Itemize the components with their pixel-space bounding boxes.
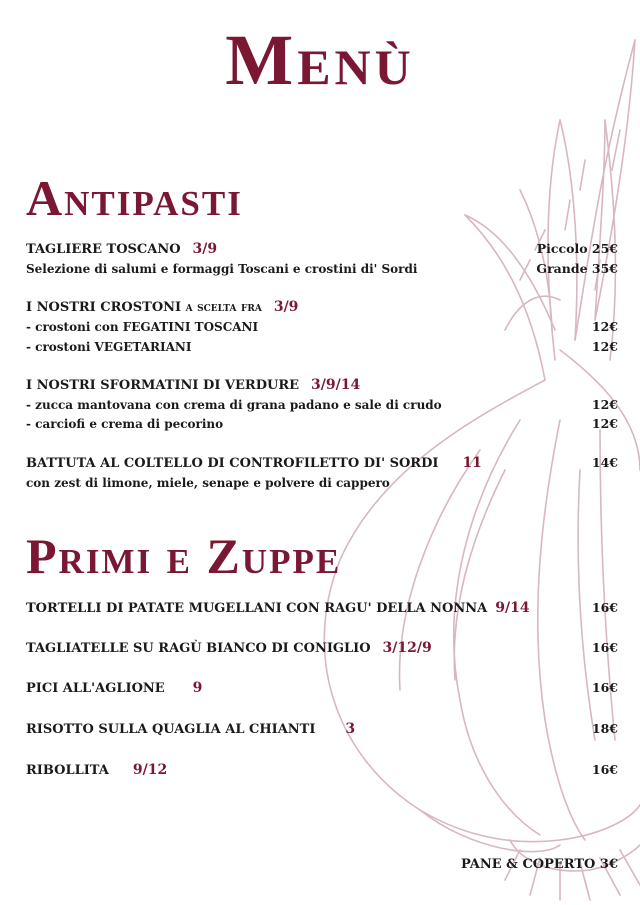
dish-price: 16€ xyxy=(591,640,618,655)
dish-name: TAGLIATELLE SU RAGÙ BIANCO DI CONIGLIO xyxy=(26,641,371,656)
crostoni-row xyxy=(26,298,618,316)
sformatini-row xyxy=(26,376,618,394)
option-price: 12€ xyxy=(591,397,618,412)
dish-price: 16€ xyxy=(591,762,618,777)
allergen-codes: 9/12 xyxy=(132,762,168,778)
menu-title: Menù xyxy=(225,20,415,100)
dish-name: BATTUTA AL COLTELLO DI CONTROFILETTO DI' SORDI xyxy=(26,456,439,471)
section-title-antipasti: Antipasti xyxy=(26,170,243,226)
allergen-codes: 11 xyxy=(462,455,482,471)
dish-name: RIBOLLITA xyxy=(26,763,109,778)
price-large: Grande 35€ xyxy=(536,261,618,276)
allergen-codes: 3/12/9 xyxy=(382,640,432,656)
dish-price: 16€ xyxy=(591,600,618,615)
option-label: - crostoni VEGETARIANI xyxy=(26,340,192,354)
tagliere-row xyxy=(26,240,618,258)
allergen-codes: 9 xyxy=(192,680,203,696)
dish-name: I NOSTRI CROSTONI a scelta fra xyxy=(26,300,262,315)
crostoni-option xyxy=(26,318,618,336)
battuta-row xyxy=(26,454,618,472)
dish-name: TAGLIERE TOSCANO xyxy=(26,242,181,257)
price-small: Piccolo 25€ xyxy=(536,241,618,256)
crostoni-option xyxy=(26,338,618,356)
allergen-codes: 3 xyxy=(345,721,356,737)
primi-item xyxy=(26,599,618,617)
option-price: 12€ xyxy=(591,339,618,354)
battuta-desc-row xyxy=(26,474,618,492)
tagliere-desc-row xyxy=(26,260,618,278)
dish-name: RISOTTO SULLA QUAGLIA AL CHIANTI xyxy=(26,722,316,737)
dish-price: 16€ xyxy=(591,680,618,695)
allergen-codes: 3/9 xyxy=(273,299,299,315)
allergen-codes: 9/14 xyxy=(495,600,530,616)
section-title-primi: Primi e Zuppe xyxy=(26,528,342,584)
dish-price: 18€ xyxy=(591,721,618,736)
primi-item xyxy=(26,679,618,697)
bread-cover-charge: PANE & COPERTO 3€ xyxy=(460,857,618,872)
dish-price: 14€ xyxy=(591,455,618,470)
sformatini-option xyxy=(26,396,618,414)
dish-description: con zest di limone, miele, senape e polvere di cappero xyxy=(26,476,390,490)
primi-item xyxy=(26,639,618,657)
option-price: 12€ xyxy=(591,416,618,431)
dish-name: TORTELLI DI PATATE MUGELLANI CON RAGU' DELLA NONNA xyxy=(26,601,488,616)
option-label: - carciofi e crema di pecorino xyxy=(26,417,224,431)
allergen-codes: 3/9/14 xyxy=(311,377,361,393)
primi-item xyxy=(26,761,618,779)
dish-name: PICI ALL'AGLIONE xyxy=(26,681,165,696)
option-label: - zucca mantovana con crema di grana padano e sale di crudo xyxy=(26,398,442,412)
sformatini-option xyxy=(26,415,618,433)
dish-name: I NOSTRI SFORMATINI DI VERDURE xyxy=(26,378,300,393)
dish-description: Selezione di salumi e formaggi Toscani e crostini di' Sordi xyxy=(26,262,418,276)
allergen-codes: 3/9 xyxy=(192,241,218,257)
primi-item xyxy=(26,720,618,738)
option-price: 12€ xyxy=(591,319,618,334)
option-label: - crostoni con FEGATINI TOSCANI xyxy=(26,320,259,334)
